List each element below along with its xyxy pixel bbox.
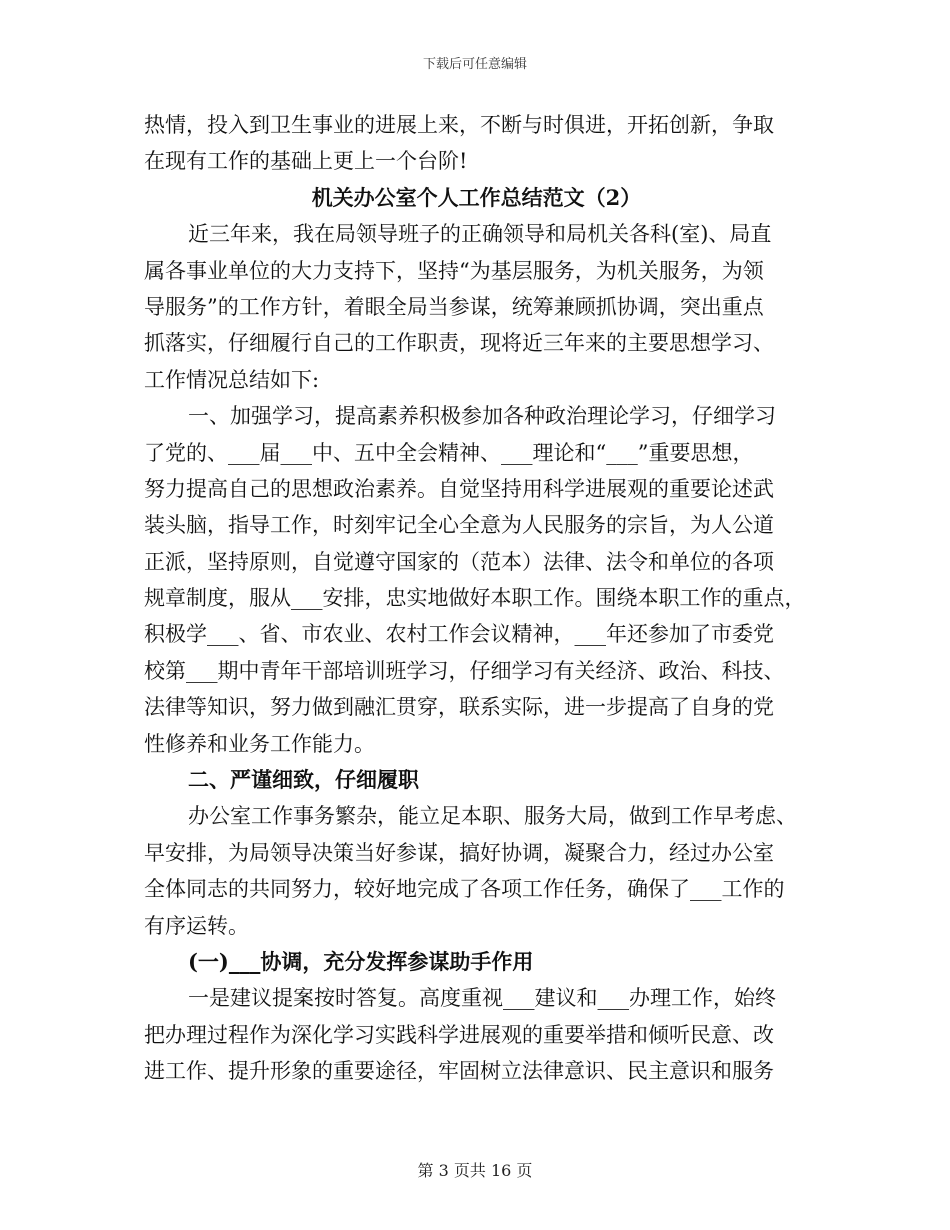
text-line: 导服务”的工作方针，着眼全局当参谋，统筹兼顾抓协调，突出重点 <box>144 294 764 319</box>
text-line: 办公室工作事务繁杂，能立足本职、服务大局，做到工作早考虑、 <box>188 804 797 829</box>
subsection-heading: 二、严谨细致，仔细履职 <box>188 767 419 793</box>
text-line: 全体同志的共同努力，较好地完成了各项工作任务，确保了___工作的 <box>144 877 785 902</box>
text-line: 校第___期中青年干部培训班学习，仔细学习有关经济、政治、科技、 <box>144 658 785 683</box>
text-line: 正派，坚持原则，自觉遵守国家的（范本）法律、法令和单位的各项 <box>144 549 774 574</box>
text-line: 近三年来，我在局领导班子的正确领导和局机关各科(室)、局直 <box>188 222 772 247</box>
text-line: 把办理过程作为深化学习实践科学进展观的重要举措和倾听民意、改 <box>144 1022 774 1047</box>
text-line: 属各事业单位的大力支持下，坚持“为基层服务，为机关服务，为领 <box>144 258 764 283</box>
text-line: 努力提高自己的思想政治素养。自觉坚持用科学进展观的重要论述武 <box>144 476 774 501</box>
text-line: 性修养和业务工作能力。 <box>144 731 375 756</box>
document-body <box>144 107 809 1090</box>
subsection-heading: (一)___协调，充分发挥参谋助手作用 <box>188 948 534 974</box>
text-line: 了党的、___届___中、五中全会精神、___理论和“___”重要思想， <box>144 440 754 465</box>
section-title: 机关办公室个人工作总结范文（2） <box>311 184 642 210</box>
page-footer: 第 3 页共 16 页 <box>417 1161 533 1180</box>
text-line: 有序运转。 <box>144 913 249 938</box>
text-line: 进工作、提升形象的重要途径，牢固树立法律意识、民主意识和服务 <box>144 1059 774 1084</box>
text-line: 一是建议提案按时答复。高度重视___建议和___办理工作，始终 <box>188 986 776 1011</box>
text-line: 热情，投入到卫生事业的进展上来，不断与时俱进，开拓创新，争取 <box>144 113 774 137</box>
text-line: 积极学___、省、市农业、农村工作会议精神，___年还参加了市委党 <box>144 622 774 647</box>
text-line: 法律等知识，努力做到融汇贯穿，联系实际，进一步提高了自身的党 <box>144 695 774 720</box>
text-line: 抓落实，仔细履行自己的工作职责，现将近三年来的主要思想学习、 <box>144 331 774 356</box>
text-line: 一、加强学习，提高素养积极参加各种政治理论学习，仔细学习 <box>188 404 776 429</box>
text-line: 早安排，为局领导决策当好参谋，搞好协调，凝聚合力，经过办公室 <box>144 840 774 865</box>
page-header: 下载后可任意编辑 <box>422 57 527 72</box>
text-line: 规章制度，服从___安排，忠实地做好本职工作。围绕本职工作的重点， <box>144 586 806 611</box>
text-line: 在现有工作的基础上更上一个台阶! <box>144 149 468 174</box>
text-line: 工作情况总结如下: <box>144 367 320 392</box>
text-line: 装头脑，指导工作，时刻牢记全心全意为人民服务的宗旨，为人公道 <box>144 513 774 538</box>
